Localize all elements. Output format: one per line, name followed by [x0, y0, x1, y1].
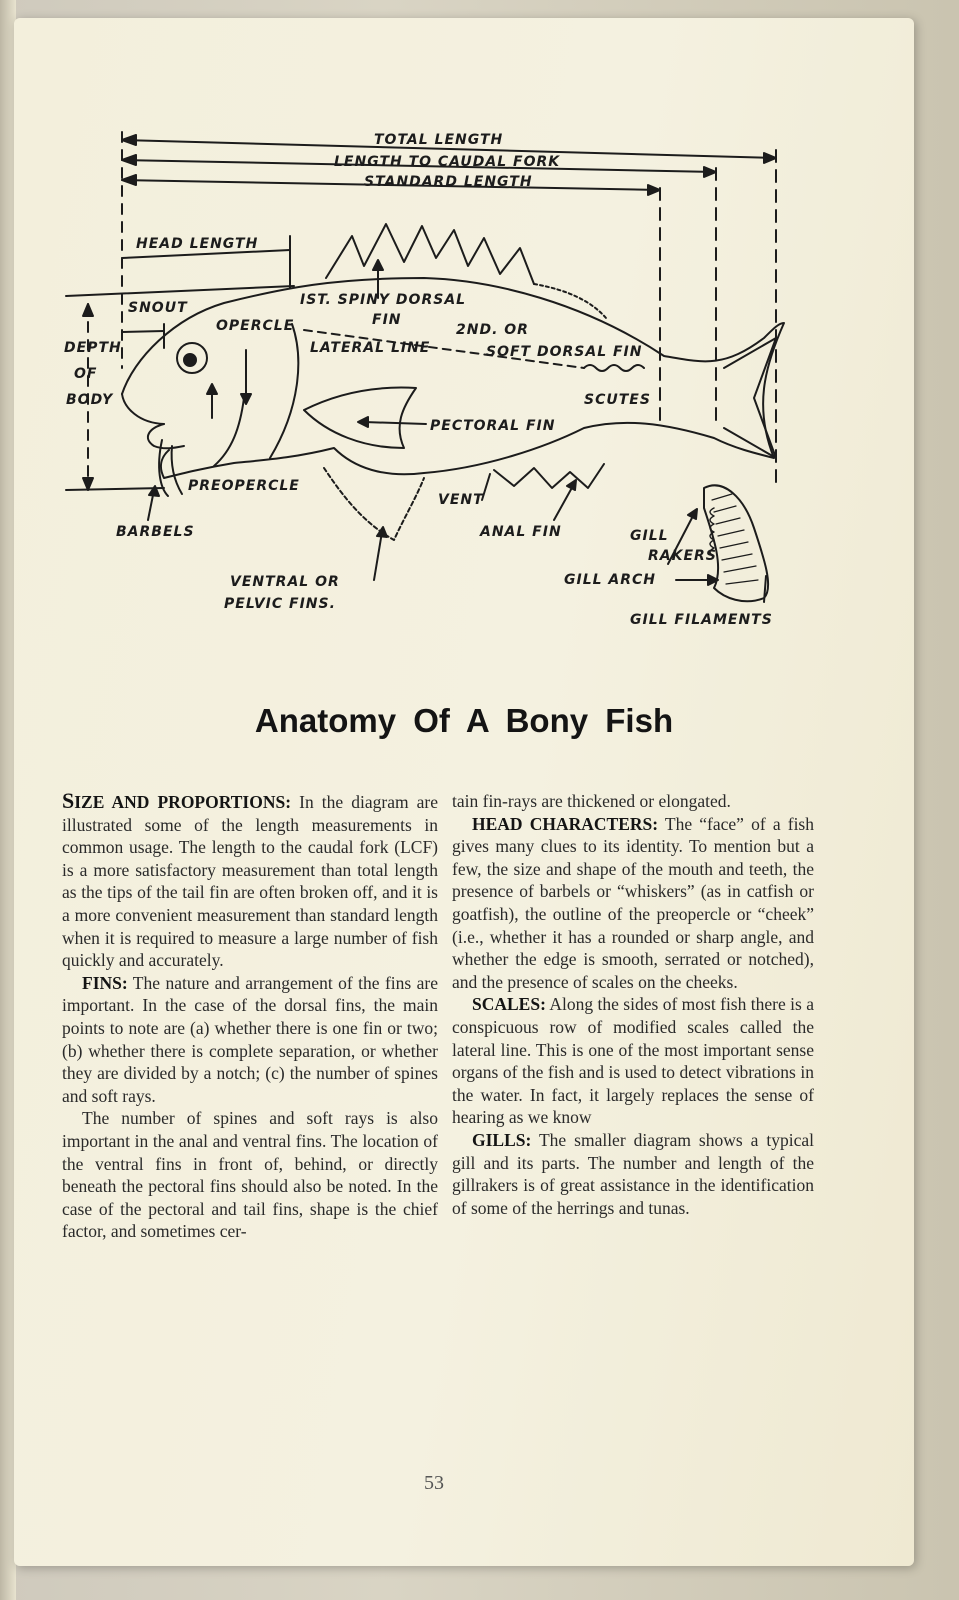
continued-paragraph — [452, 790, 814, 813]
pectoral-fin-label: PECTORAL FIN — [430, 418, 556, 434]
book-page — [14, 18, 914, 1566]
scales-text: Along the sides of most fish there is a conspicuous row of modified scales called the lateral line. This is one of the most important sense organs of the fish and is used to detect vibrations in the water. In fact, it largely replaces the sense of hearing as we know — [452, 994, 814, 1128]
gill-diagram — [704, 485, 768, 601]
soft-dorsal-fin-label: SOFT DORSAL FIN — [486, 344, 643, 360]
fish-anatomy-diagram — [64, 128, 824, 648]
head-length-label: HEAD LENGTH — [136, 236, 259, 252]
length-caudal-fork-label: LENGTH TO CAUDAL FORK — [334, 154, 561, 170]
anal-fin-label: ANAL FIN — [480, 524, 562, 540]
depth-body-label: BODY — [66, 392, 114, 408]
gills-heading: GILLS: — [472, 1129, 532, 1150]
pelvic-fins-label: PELVIC FINS. — [224, 596, 336, 612]
page-number: 53 — [424, 1472, 444, 1494]
fins-text: The nature and arrangement of the fins are important. In the case of the dorsal fins, the main points to note are (a) whether there is one fin or two; (b) whether there is complete separation, or whether they are divided by a notch; (c) the number of spines and soft rays. — [62, 972, 438, 1106]
spines-text: The number of spines and soft rays is also important in the anal and ventral fins. The location of the ventral fins in front of, behind, or directly beneath the pectoral fins should also be noted. In the case of the pectoral and tail fins, shape is the chief factor, and sometimes cer- — [62, 1108, 438, 1242]
gills-paragraph — [452, 1129, 814, 1219]
size-proportions-heading: IZE AND PROPORTIONS: — [74, 792, 292, 812]
text-column-left — [62, 790, 438, 1243]
scutes-label: SCUTES — [584, 392, 651, 408]
snout-label: SNOUT — [128, 300, 188, 316]
preopercle-label: PREOPERCLE — [188, 478, 300, 494]
standard-length-label: STANDARD LENGTH — [364, 174, 533, 190]
soft-dorsal-label: 2ND. OR — [456, 322, 529, 338]
scales-heading: SCALES: — [472, 994, 546, 1015]
depth-label: DEPTH — [64, 340, 122, 356]
depth-of-label: OF — [74, 366, 98, 382]
text-column-right — [452, 790, 814, 1219]
ventral-fins-label: VENTRAL OR — [230, 574, 340, 590]
head-characters-text: The “face” of a fish gives many clues to its identity. To mention but a few, the size and shape of the mouth and teeth, the presence of barbels or “whiskers” (as in catfish or goatfish), the outline of the preopercle or “cheek” (i.e., whether it has a rounded or sharp angle, and whether the edge is smooth, serrated or notched), and the presence of scales on the cheeks. — [452, 813, 814, 992]
gill-arch-label: GILL ARCH — [564, 572, 657, 588]
spiny-dorsal-label: IST. SPINY DORSAL — [300, 292, 467, 308]
gills-text: The smaller diagram shows a typical gill and its parts. The number and length of the gillrakers is of great assistance in the identification of some of the herrings and tunas. — [452, 1129, 814, 1218]
page-title: Anatomy Of A Bony Fish — [254, 702, 674, 739]
lateral-line-label: LATERAL LINE — [310, 340, 431, 356]
vent-label: VENT — [438, 492, 484, 508]
head-characters-heading: HEAD CHARACTERS: — [472, 813, 659, 834]
continued-text: tain fin-rays are thickened or elongated. — [452, 791, 731, 811]
scales-paragraph — [452, 993, 814, 1129]
fins-heading: FINS: — [82, 972, 128, 993]
drop-cap: S — [62, 788, 75, 813]
fins-paragraph — [62, 972, 438, 1108]
head-characters-paragraph — [452, 813, 814, 994]
total-length-label: TOTAL LENGTH — [374, 132, 504, 148]
barbels-label: BARBELS — [116, 524, 195, 540]
spines-paragraph — [62, 1107, 438, 1243]
size-proportions-paragraph — [62, 790, 438, 972]
gill-rakers-label: RAKERS — [648, 548, 717, 564]
gill-filaments-label: GILL FILAMENTS — [630, 612, 773, 628]
spiny-dorsal-fin-label: FIN — [372, 312, 402, 328]
size-proportions-text: In the diagram are illustrated some of the length measurements in common usage. The length to the caudal fork (LCF) is a more satisfactory measurement than total length as the tips of the tail fin are often broken off, and it is a more convenient measurement than standard length when it is required to measure a large number of fish quickly and accurately. — [62, 792, 438, 971]
gill-label: GILL — [630, 528, 669, 544]
opercle-label: OPERCLE — [216, 318, 295, 334]
